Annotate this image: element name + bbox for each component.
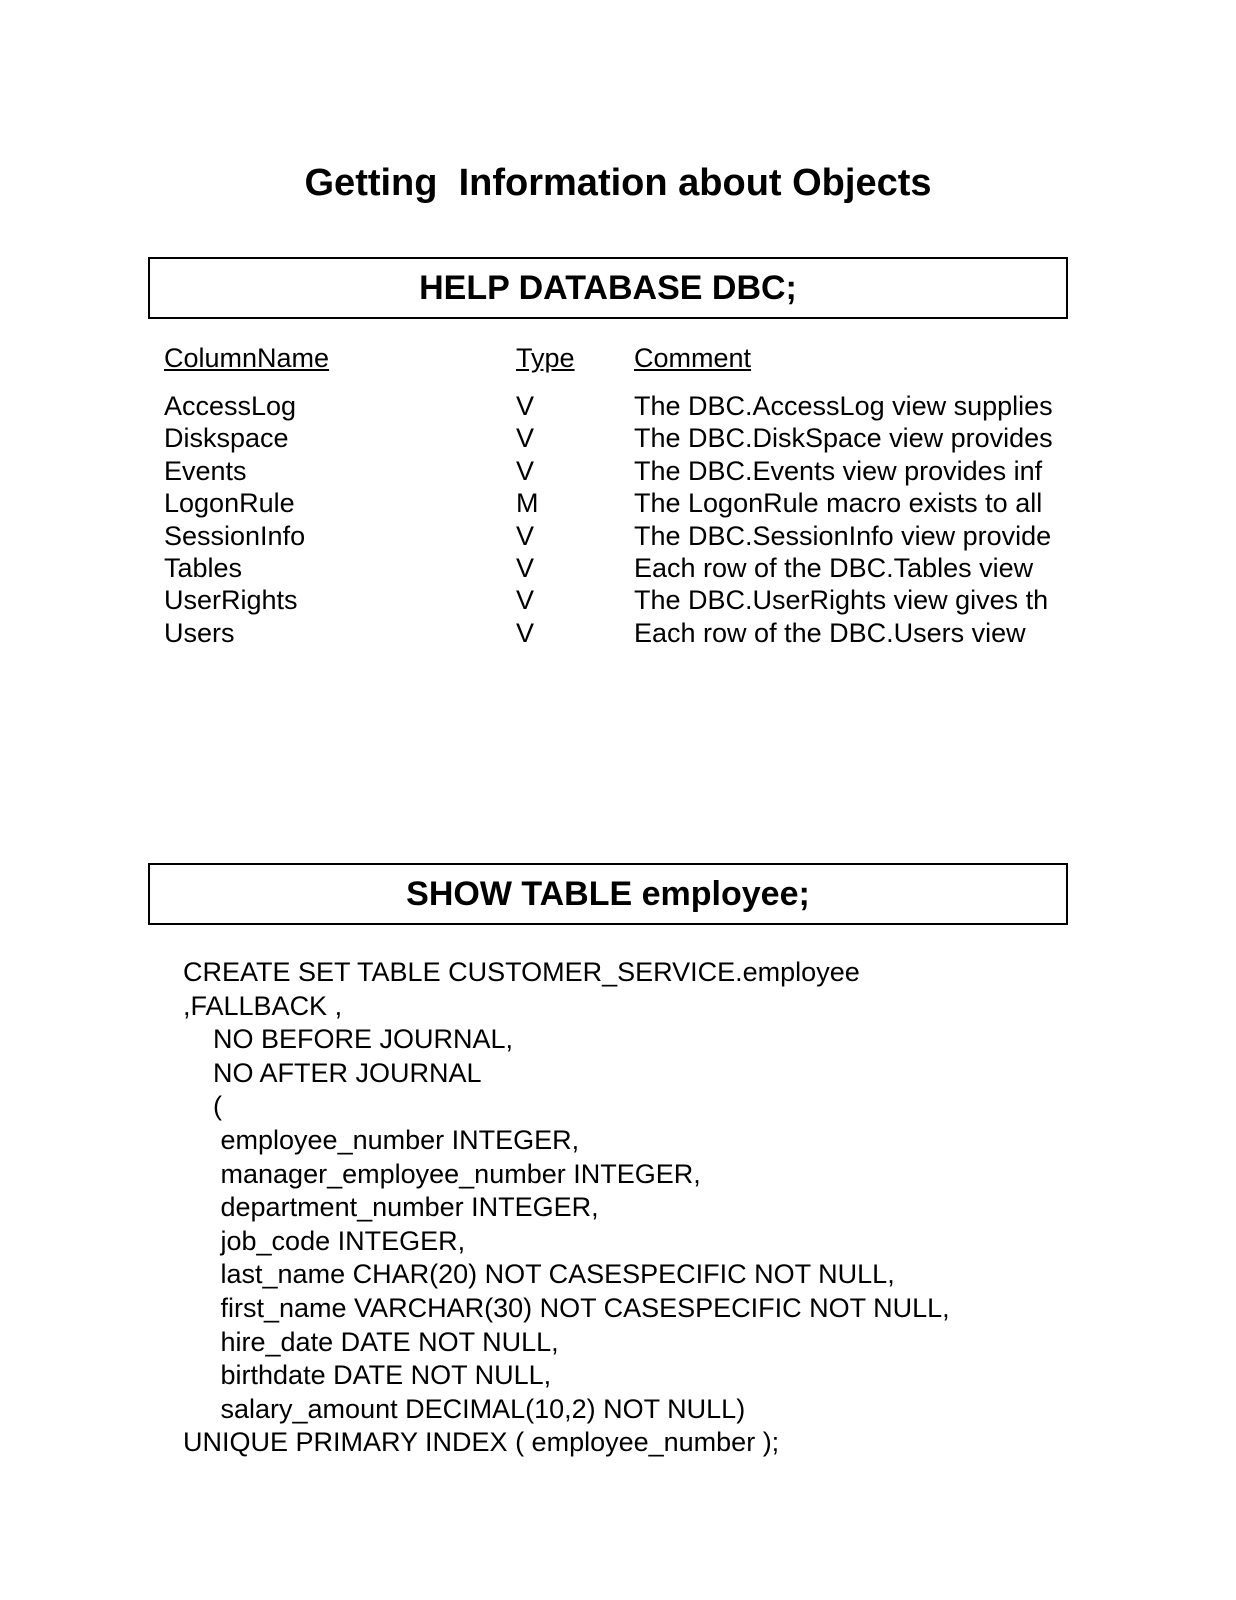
comment-list xyxy=(634,390,1053,649)
sql-line: hire_date DATE NOT NULL, xyxy=(183,1326,559,1357)
row-name: Tables xyxy=(164,552,243,583)
page-title: Getting Information about Objects xyxy=(304,162,932,204)
sql-line: NO AFTER JOURNAL xyxy=(183,1057,482,1088)
type-list xyxy=(516,390,539,649)
comment-header: Comment xyxy=(634,343,752,373)
type-header: Type xyxy=(516,343,575,373)
sql-line: UNIQUE PRIMARY INDEX ( employee_number ); xyxy=(183,1427,780,1458)
row-name: Events xyxy=(164,455,247,486)
sql-line: last_name CHAR(20) NOT CASESPECIFIC NOT NULL, xyxy=(183,1259,895,1290)
row-type: V xyxy=(516,585,535,616)
sql-line: manager_employee_number INTEGER, xyxy=(183,1158,701,1189)
sql-line: NO BEFORE JOURNAL, xyxy=(183,1024,514,1055)
row-comment: The DBC.Events view provides inf xyxy=(634,455,1043,486)
column-name-list xyxy=(164,390,305,649)
row-name: Users xyxy=(164,617,235,648)
sql-line: first_name VARCHAR(30) NOT CASESPECIFIC NOT NULL, xyxy=(183,1292,950,1323)
row-comment: Each row of the DBC.Tables view xyxy=(634,552,1034,583)
row-type: V xyxy=(516,520,535,551)
row-name: LogonRule xyxy=(164,488,295,519)
row-name: UserRights xyxy=(164,585,298,616)
sql-line: salary_amount DECIMAL(10,2) NOT NULL) xyxy=(183,1393,746,1424)
sql-line: ,FALLBACK , xyxy=(183,990,343,1021)
show-table-command-box: SHOW TABLE employee; xyxy=(148,863,1068,925)
sql-line: ( xyxy=(183,1091,222,1122)
row-type: M xyxy=(516,488,539,519)
sql-line: employee_number INTEGER, xyxy=(183,1124,580,1155)
row-comment: Each row of the DBC.Users view xyxy=(634,617,1026,648)
row-comment: The DBC.DiskSpace view provides xyxy=(634,423,1053,454)
sql-line: CREATE SET TABLE CUSTOMER_SERVICE.employee xyxy=(183,957,860,987)
row-name: Diskspace xyxy=(164,423,289,454)
sql-line: birthdate DATE NOT NULL, xyxy=(183,1360,552,1391)
row-type: V xyxy=(516,552,535,583)
row-comment: The DBC.UserRights view gives th xyxy=(634,585,1049,616)
row-type: V xyxy=(516,423,535,454)
row-name: AccessLog xyxy=(164,391,297,421)
row-comment: The LogonRule macro exists to all xyxy=(634,488,1043,519)
row-comment: The DBC.AccessLog view supplies xyxy=(634,391,1053,421)
row-type: V xyxy=(516,617,535,648)
row-type: V xyxy=(516,455,535,486)
row-comment: The DBC.SessionInfo view provide xyxy=(634,520,1052,551)
column-name-header: ColumnName xyxy=(164,343,330,373)
row-name: SessionInfo xyxy=(164,520,306,551)
help-database-command-box: HELP DATABASE DBC; xyxy=(148,257,1068,319)
sql-line: department_number INTEGER, xyxy=(183,1192,599,1223)
create-table-sql-block xyxy=(183,956,950,1460)
sql-line: job_code INTEGER, xyxy=(183,1225,466,1256)
row-type: V xyxy=(516,391,535,421)
